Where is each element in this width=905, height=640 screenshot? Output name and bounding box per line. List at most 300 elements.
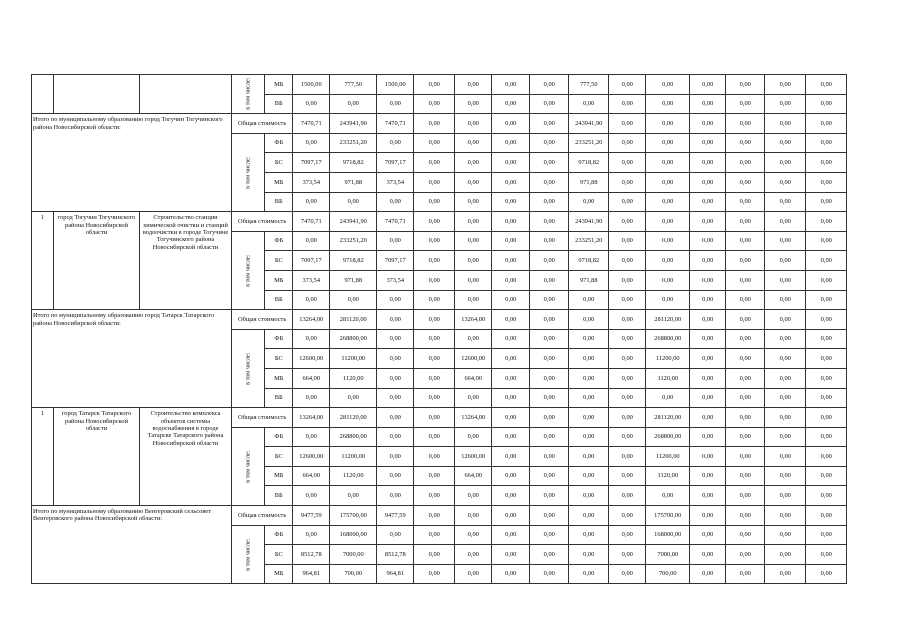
value-cell: 0,00 [690, 388, 726, 408]
value-cell: 0,00 [414, 192, 455, 212]
municipality-total-label: Итого по муниципальному образованию Венгеровский сельсовет Венгеровского района Новосибирской области: [32, 506, 232, 584]
value-cell: 0,00 [569, 447, 609, 467]
value-cell: 0,00 [765, 94, 806, 114]
value-cell: 0,00 [414, 564, 455, 584]
value-cell: 0,00 [806, 368, 847, 388]
value-cell: 0,00 [806, 564, 847, 584]
value-cell: 0,00 [609, 231, 646, 251]
rotated-label: в том числе: [244, 156, 252, 189]
value-cell: 0,00 [690, 114, 726, 134]
value-cell: 0,00 [455, 192, 492, 212]
value-cell: 233251,20 [569, 231, 609, 251]
document-page [31, 74, 847, 584]
value-cell: 0,00 [765, 212, 806, 232]
value-cell: 0,00 [377, 349, 414, 369]
value-cell: 0,00 [569, 525, 609, 545]
cost-type-label: Общая стоимость [232, 310, 293, 330]
value-cell: 0,00 [414, 75, 455, 95]
value-cell: 0,00 [690, 251, 726, 271]
value-cell: 0,00 [414, 329, 455, 349]
value-cell: 0,00 [690, 368, 726, 388]
value-cell: 1500,00 [377, 75, 414, 95]
value-cell: 373,54 [293, 270, 330, 290]
municipality-total-label: Итого по муниципальному образованию город Татарск Татарского района Новосибирской области: [32, 310, 232, 408]
value-cell: 0,00 [690, 153, 726, 173]
row-number: 1 [32, 408, 54, 506]
value-cell: 0,00 [569, 192, 609, 212]
value-cell: 0,00 [609, 290, 646, 310]
cost-type-label: Общая стоимость [232, 212, 293, 232]
value-cell: 0,00 [377, 486, 414, 506]
value-cell: 0,00 [726, 290, 765, 310]
value-cell: 0,00 [690, 133, 726, 153]
value-cell: 0,00 [530, 172, 569, 192]
value-cell: 0,00 [765, 251, 806, 271]
value-cell: 175700,00 [646, 506, 690, 526]
value-cell: 0,00 [765, 447, 806, 467]
value-cell: 0,00 [492, 75, 530, 95]
value-cell: 0,00 [609, 329, 646, 349]
value-cell: 8512,78 [377, 545, 414, 565]
value-cell: 0,00 [530, 486, 569, 506]
value-cell: 7097,17 [293, 251, 330, 271]
value-cell: 0,00 [765, 192, 806, 212]
value-cell: 0,00 [377, 329, 414, 349]
value-cell: 0,00 [455, 94, 492, 114]
value-cell: 0,00 [455, 114, 492, 134]
value-cell: 0,00 [293, 329, 330, 349]
value-cell: 0,00 [492, 486, 530, 506]
value-cell: 0,00 [414, 270, 455, 290]
value-cell: 0,00 [609, 447, 646, 467]
value-cell: 0,00 [530, 231, 569, 251]
value-cell: 777,50 [330, 75, 377, 95]
value-cell: 0,00 [330, 290, 377, 310]
value-cell: 0,00 [455, 212, 492, 232]
value-cell: 0,00 [806, 388, 847, 408]
value-cell: 0,00 [806, 153, 847, 173]
value-cell: 0,00 [455, 525, 492, 545]
value-cell: 0,00 [726, 231, 765, 251]
value-cell: 0,00 [646, 153, 690, 173]
value-cell: 0,00 [530, 506, 569, 526]
value-cell: 0,00 [726, 564, 765, 584]
value-cell: 0,00 [455, 545, 492, 565]
value-cell: 0,00 [377, 408, 414, 428]
value-cell: 0,00 [293, 94, 330, 114]
value-cell: 971,88 [330, 172, 377, 192]
value-cell: 233251,20 [569, 133, 609, 153]
value-cell: 0,00 [690, 290, 726, 310]
value-cell: 7470,71 [377, 114, 414, 134]
value-cell: 0,00 [806, 231, 847, 251]
value-cell: 0,00 [646, 133, 690, 153]
value-cell: 0,00 [765, 114, 806, 134]
value-cell: 0,00 [414, 408, 455, 428]
value-cell: 0,00 [806, 212, 847, 232]
value-cell: 0,00 [806, 133, 847, 153]
value-cell: 0,00 [806, 251, 847, 271]
value-cell: 0,00 [455, 231, 492, 251]
value-cell: 0,00 [765, 486, 806, 506]
value-cell: 0,00 [765, 427, 806, 447]
value-cell: 0,00 [530, 251, 569, 271]
value-cell: 268800,00 [330, 427, 377, 447]
value-cell: 0,00 [765, 329, 806, 349]
value-cell: 0,00 [530, 447, 569, 467]
fund-source-label: ФБ [265, 525, 293, 545]
value-cell: 0,00 [455, 329, 492, 349]
value-cell: 0,00 [806, 349, 847, 369]
value-cell: 0,00 [765, 310, 806, 330]
value-cell: 0,00 [765, 506, 806, 526]
value-cell: 1120,00 [330, 466, 377, 486]
value-cell: 0,00 [726, 427, 765, 447]
value-cell: 0,00 [492, 408, 530, 428]
value-cell: 0,00 [806, 506, 847, 526]
value-cell: 0,00 [806, 114, 847, 134]
value-cell: 0,00 [609, 114, 646, 134]
value-cell: 0,00 [492, 290, 530, 310]
value-cell: 0,00 [569, 310, 609, 330]
value-cell: 0,00 [293, 388, 330, 408]
value-cell: 0,00 [377, 94, 414, 114]
value-cell: 0,00 [690, 525, 726, 545]
value-cell: 0,00 [569, 408, 609, 428]
value-cell: 0,00 [726, 251, 765, 271]
value-cell: 0,00 [765, 231, 806, 251]
value-cell: 0,00 [569, 94, 609, 114]
value-cell: 0,00 [690, 349, 726, 369]
value-cell: 0,00 [765, 564, 806, 584]
value-cell: 0,00 [765, 133, 806, 153]
value-cell: 0,00 [492, 94, 530, 114]
value-cell: 0,00 [530, 290, 569, 310]
value-cell: 268800,00 [646, 329, 690, 349]
value-cell: 281120,00 [330, 408, 377, 428]
value-cell: 0,00 [726, 192, 765, 212]
value-cell: 0,00 [293, 290, 330, 310]
value-cell: 243941,90 [330, 212, 377, 232]
value-cell: 0,00 [646, 114, 690, 134]
fund-source-label: ВБ [265, 388, 293, 408]
value-cell: 12600,00 [293, 349, 330, 369]
value-cell: 0,00 [726, 212, 765, 232]
table-row [32, 114, 847, 134]
municipality-total-label: Итого по муниципальному образованию город Тогучин Тогучинского района Новосибирской области: [32, 114, 232, 212]
value-cell: 0,00 [726, 466, 765, 486]
value-cell: 0,00 [530, 545, 569, 565]
value-cell: 7470,71 [293, 212, 330, 232]
value-cell: 0,00 [377, 388, 414, 408]
value-cell: 0,00 [455, 486, 492, 506]
value-cell: 0,00 [806, 192, 847, 212]
value-cell: 11200,00 [646, 447, 690, 467]
value-cell: 0,00 [726, 329, 765, 349]
fund-source-label: МБ [265, 368, 293, 388]
value-cell: 0,00 [690, 545, 726, 565]
value-cell: 0,00 [414, 231, 455, 251]
table-row [32, 212, 847, 232]
value-cell: 0,00 [492, 525, 530, 545]
value-cell: 233251,20 [330, 231, 377, 251]
value-cell: 0,00 [414, 349, 455, 369]
value-cell: 243941,90 [569, 212, 609, 232]
value-cell: 0,00 [530, 75, 569, 95]
value-cell: 281120,00 [646, 408, 690, 428]
value-cell: 0,00 [690, 212, 726, 232]
fund-source-label: ВБ [265, 192, 293, 212]
value-cell: 11200,00 [330, 349, 377, 369]
value-cell: 0,00 [806, 447, 847, 467]
value-cell: 8512,78 [293, 545, 330, 565]
value-cell: 0,00 [690, 310, 726, 330]
value-cell: 0,00 [806, 290, 847, 310]
rotated-label: в том числе: [244, 77, 252, 111]
value-cell: 0,00 [530, 133, 569, 153]
municipality-name: город Тогучин Тогучинского района Новосибирской области [54, 212, 140, 310]
value-cell: 0,00 [530, 466, 569, 486]
value-cell: 0,00 [726, 388, 765, 408]
value-cell: 0,00 [377, 310, 414, 330]
value-cell: 0,00 [414, 114, 455, 134]
value-cell: 0,00 [569, 427, 609, 447]
value-cell: 0,00 [377, 133, 414, 153]
value-cell: 0,00 [690, 486, 726, 506]
fund-source-label: ВБ [265, 486, 293, 506]
value-cell: 0,00 [609, 525, 646, 545]
value-cell: 0,00 [726, 75, 765, 95]
value-cell: 0,00 [414, 212, 455, 232]
value-cell: 777,50 [569, 75, 609, 95]
rotated-label: в том числе: [244, 538, 252, 571]
value-cell: 0,00 [609, 506, 646, 526]
value-cell: 7470,71 [293, 114, 330, 134]
value-cell: 0,00 [726, 408, 765, 428]
fund-source-label: МБ [265, 75, 293, 95]
value-cell: 0,00 [806, 408, 847, 428]
value-cell: 0,00 [414, 486, 455, 506]
value-cell: 0,00 [455, 290, 492, 310]
value-cell: 0,00 [569, 486, 609, 506]
fund-source-label: БС [265, 251, 293, 271]
value-cell: 0,00 [609, 172, 646, 192]
value-cell: 7097,17 [377, 251, 414, 271]
value-cell: 0,00 [455, 75, 492, 95]
value-cell: 664,00 [455, 368, 492, 388]
value-cell: 0,00 [690, 172, 726, 192]
value-cell: 9477,59 [293, 506, 330, 526]
fund-source-label: ВБ [265, 290, 293, 310]
value-cell: 0,00 [609, 310, 646, 330]
fund-source-label: БС [265, 447, 293, 467]
value-cell: 13264,00 [455, 310, 492, 330]
value-cell: 0,00 [530, 427, 569, 447]
value-cell: 0,00 [330, 486, 377, 506]
value-cell: 964,81 [377, 564, 414, 584]
value-cell: 0,00 [690, 270, 726, 290]
value-cell: 0,00 [609, 466, 646, 486]
value-cell: 0,00 [806, 94, 847, 114]
value-cell: 268800,00 [646, 427, 690, 447]
table-row [32, 506, 847, 526]
value-cell: 0,00 [530, 212, 569, 232]
value-cell: 0,00 [569, 329, 609, 349]
value-cell: 0,00 [726, 545, 765, 565]
value-cell: 0,00 [293, 133, 330, 153]
value-cell: 0,00 [726, 114, 765, 134]
value-cell: 1120,00 [330, 368, 377, 388]
value-cell: 0,00 [806, 545, 847, 565]
value-cell: 0,00 [609, 486, 646, 506]
fund-source-label: БС [265, 545, 293, 565]
value-cell: 243941,90 [330, 114, 377, 134]
value-cell: 9718,82 [569, 153, 609, 173]
value-cell: 1500,00 [293, 75, 330, 95]
value-cell: 7097,17 [377, 153, 414, 173]
value-cell: 281120,00 [330, 310, 377, 330]
value-cell: 0,00 [726, 133, 765, 153]
value-cell: 0,00 [569, 290, 609, 310]
value-cell: 0,00 [492, 153, 530, 173]
value-cell: 0,00 [414, 153, 455, 173]
value-cell: 0,00 [414, 447, 455, 467]
fund-source-label: ФБ [265, 133, 293, 153]
value-cell: 0,00 [569, 368, 609, 388]
value-cell: 0,00 [726, 447, 765, 467]
value-cell: 0,00 [609, 564, 646, 584]
value-cell: 0,00 [690, 408, 726, 428]
value-cell: 0,00 [530, 153, 569, 173]
value-cell: 1120,00 [646, 368, 690, 388]
object-name: Строительство станции химической очистки и станций водоочистки в городе Тогучине Тогучинского района Новосибирской области [140, 212, 232, 310]
value-cell: 0,00 [530, 329, 569, 349]
value-cell: 0,00 [765, 408, 806, 428]
value-cell: 0,00 [726, 172, 765, 192]
value-cell: 0,00 [765, 466, 806, 486]
value-cell: 0,00 [690, 192, 726, 212]
value-cell: 0,00 [569, 466, 609, 486]
value-cell: 0,00 [569, 564, 609, 584]
value-cell: 373,54 [293, 172, 330, 192]
financing-table [31, 74, 847, 584]
value-cell: 0,00 [569, 506, 609, 526]
value-cell: 0,00 [646, 172, 690, 192]
value-cell: 0,00 [293, 231, 330, 251]
value-cell: 0,00 [609, 75, 646, 95]
value-cell: 0,00 [690, 506, 726, 526]
value-cell: 0,00 [330, 388, 377, 408]
value-cell: 0,00 [455, 153, 492, 173]
value-cell: 0,00 [293, 525, 330, 545]
value-cell: 0,00 [609, 545, 646, 565]
value-cell: 0,00 [492, 466, 530, 486]
value-cell: 0,00 [726, 310, 765, 330]
value-cell: 0,00 [690, 447, 726, 467]
value-cell: 168000,00 [646, 525, 690, 545]
value-cell: 0,00 [530, 192, 569, 212]
value-cell: 0,00 [377, 192, 414, 212]
value-cell: 0,00 [492, 172, 530, 192]
value-cell: 0,00 [414, 525, 455, 545]
value-cell: 0,00 [690, 231, 726, 251]
value-cell: 0,00 [492, 192, 530, 212]
value-cell: 0,00 [646, 290, 690, 310]
value-cell: 0,00 [455, 427, 492, 447]
value-cell: 0,00 [530, 94, 569, 114]
value-cell: 0,00 [765, 388, 806, 408]
value-cell: 0,00 [530, 349, 569, 369]
value-cell: 0,00 [530, 310, 569, 330]
value-cell: 175700,00 [330, 506, 377, 526]
value-cell: 0,00 [377, 466, 414, 486]
value-cell: 373,54 [377, 270, 414, 290]
value-cell: 0,00 [609, 212, 646, 232]
value-cell: 0,00 [414, 545, 455, 565]
value-cell: 0,00 [492, 310, 530, 330]
value-cell: 0,00 [765, 545, 806, 565]
value-cell: 0,00 [414, 427, 455, 447]
value-cell: 0,00 [492, 545, 530, 565]
cost-type-label: Общая стоимость [232, 506, 293, 526]
fund-source-label: ФБ [265, 427, 293, 447]
value-cell: 9718,82 [330, 153, 377, 173]
value-cell: 7000,00 [330, 545, 377, 565]
fund-source-label: ФБ [265, 329, 293, 349]
table-row [32, 75, 847, 95]
value-cell: 0,00 [414, 290, 455, 310]
value-cell: 1120,00 [646, 466, 690, 486]
value-cell: 0,00 [569, 545, 609, 565]
value-cell: 964,81 [293, 564, 330, 584]
value-cell: 0,00 [455, 564, 492, 584]
value-cell: 0,00 [492, 270, 530, 290]
value-cell: 0,00 [330, 192, 377, 212]
value-cell: 0,00 [806, 427, 847, 447]
value-cell: 0,00 [609, 368, 646, 388]
value-cell: 0,00 [609, 94, 646, 114]
value-cell: 0,00 [806, 486, 847, 506]
value-cell: 7000,00 [646, 545, 690, 565]
value-cell: 0,00 [806, 525, 847, 545]
fund-source-label: ВБ [265, 94, 293, 114]
cost-type-label: Общая стоимость [232, 114, 293, 134]
value-cell: 0,00 [646, 486, 690, 506]
fund-source-label: БС [265, 153, 293, 173]
value-cell: 0,00 [377, 427, 414, 447]
value-cell: 0,00 [690, 75, 726, 95]
rotated-label: в том числе: [244, 254, 252, 287]
value-cell: 0,00 [455, 270, 492, 290]
table-row [32, 310, 847, 330]
fund-source-label: МБ [265, 466, 293, 486]
value-cell: 9477,59 [377, 506, 414, 526]
value-cell: 0,00 [530, 408, 569, 428]
value-cell: 0,00 [377, 525, 414, 545]
value-cell: 0,00 [492, 133, 530, 153]
value-cell: 0,00 [806, 270, 847, 290]
value-cell: 0,00 [806, 310, 847, 330]
value-cell: 0,00 [690, 564, 726, 584]
value-cell: 0,00 [609, 153, 646, 173]
value-cell: 0,00 [765, 290, 806, 310]
value-cell: 0,00 [646, 231, 690, 251]
value-cell: 0,00 [377, 447, 414, 467]
object-name: Строительство комплекса объектов системы водоснабжения в городе Татарске Татарского района Новосибирской области [140, 408, 232, 506]
value-cell: 0,00 [455, 388, 492, 408]
value-cell: 373,54 [377, 172, 414, 192]
value-cell: 281120,00 [646, 310, 690, 330]
